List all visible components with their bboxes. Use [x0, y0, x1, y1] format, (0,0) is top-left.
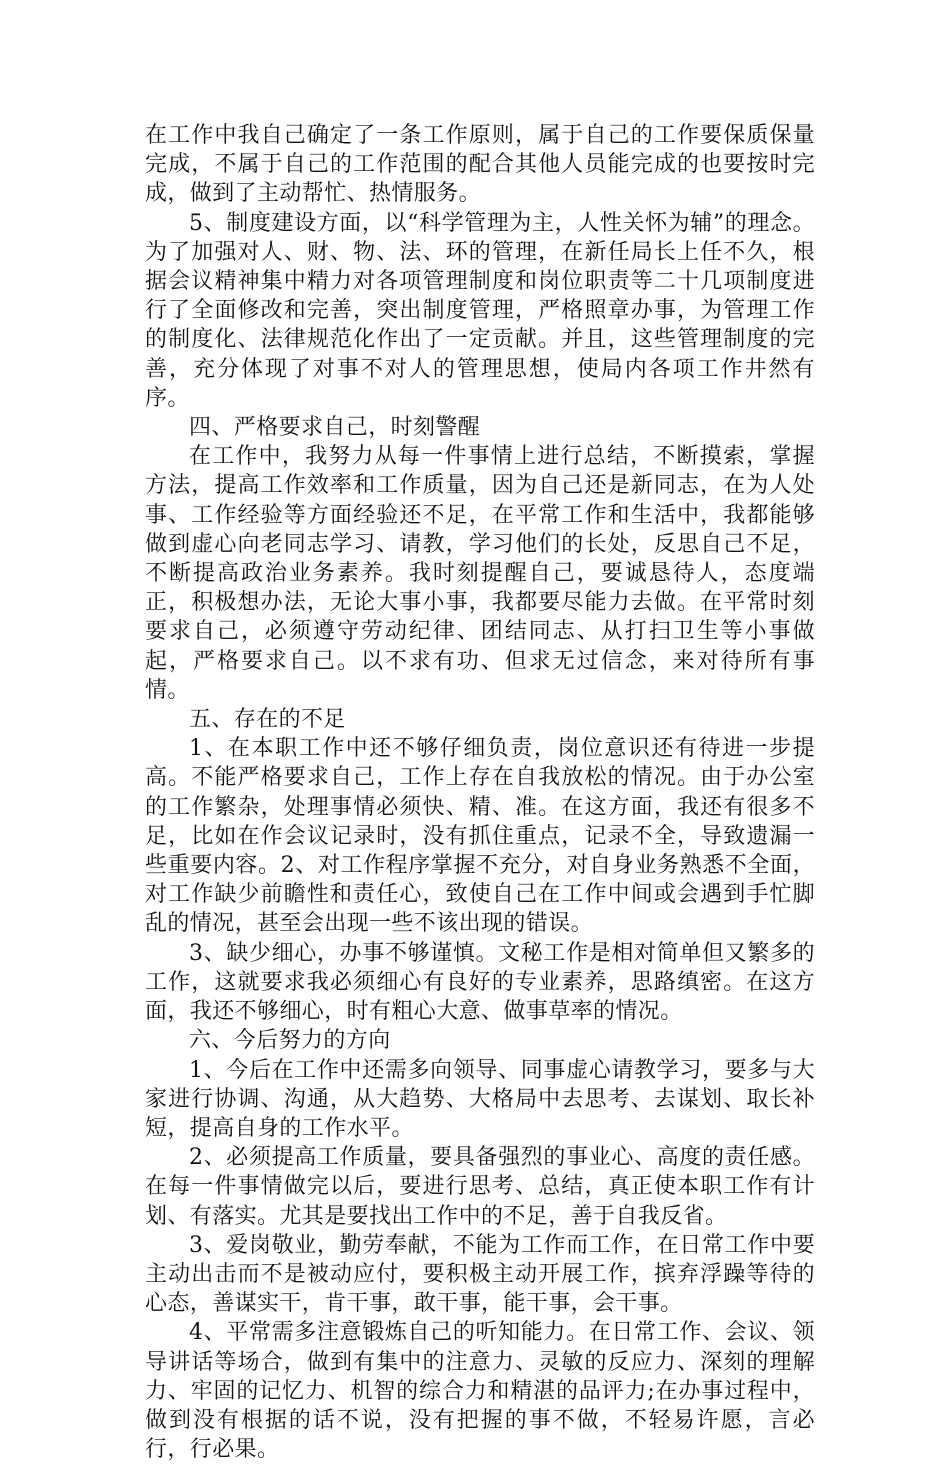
paragraph-direction-2: 2、必须提高工作质量，要具备强烈的事业心、高度的责任感。在每一件事情做完以后，要进行思考、总结，真正使本职工作有计划、有落实。尤其是要找出工作中的不足，善于自我反省。: [145, 1145, 815, 1229]
section-heading-self-discipline: 四、严格要求自己，时刻警醒: [189, 415, 481, 441]
paragraph-system-construction: 5、制度建设方面，以“科学管理为主，人性关怀为辅”的理念。为了加强对人、财、物、法、环的管理，在新任局长上任不久，根据会议精神集中精力对各项管理制度和岗位职责等二十几项制度进行了全面修改和完善，突出制度管理，严格照章办事，为管理工作的制度化、法律规范化作出了一定贡献。并且，这些管理制度的完善，充分体现了对事不对人的管理思想，使局内各项工作井然有序。: [145, 210, 815, 411]
section-heading-shortcomings: 五、存在的不足: [189, 707, 346, 733]
paragraph-self-discipline: 在工作中，我努力从每一件事情上进行总结，不断摸索，掌握方法，提高工作效率和工作质量，因为自己还是新同志，在为人处事、工作经验等方面经验还不足，在平常工作和生活中，我都能够做到虚心向老同志学习、请教，学习他们的长处，反思自己不足，不断提高政治业务素养。我时刻提醒自己，要诚恳待人，态度端正，积极想办法，无论大事小事，我都要尽能力去做。在平常时刻要求自己，必须遵守劳动纪律、团结同志、从打扫卫生等小事做起，严格要求自己。以不求有功、但求无过信念，来对待所有事情。: [145, 444, 815, 703]
paragraph-direction-1: 1、今后在工作中还需多向领导、同事虚心请教学习，要多与大家进行协调、沟通，从大趋势、大格局中去思考、去谋划、取长补短，提高自身的工作水平。: [145, 1057, 815, 1141]
document-page: [145, 121, 815, 1464]
paragraph-shortcoming-1-2: 1、在本职工作中还不够仔细负责，岗位意识还有待进一步提高。不能严格要求自己，工作上存在自我放松的情况。由于办公室的工作繁杂，处理事情必须快、精、准。在这方面，我还有很多不足，比如在作会议记录时，没有抓住重点，记录不全，导致遗漏一些重要内容。2、对工作程序掌握不充分，对自身业务熟悉不全面，对工作缺少前瞻性和责任心，致使自己在工作中间或会遇到手忙脚乱的情况，甚至会出现一些不该出现的错误。: [145, 736, 815, 937]
section-heading-future-direction: 六、今后努力的方向: [189, 1028, 391, 1054]
paragraph-shortcoming-3: 3、缺少细心，办事不够谨慎。文秘工作是相对简单但又繁多的工作，这就要求我必须细心有良好的专业素养，思路缜密。在这方面，我还不够细心，时有粗心大意、做事草率的情况。: [145, 940, 815, 1025]
paragraph-work-principle: 在工作中我自己确定了一条工作原则，属于自己的工作要保质保量完成，不属于自己的工作范围的配合其他人员能完成的也要按时完成，做到了主动帮忙、热情服务。: [145, 123, 815, 207]
paragraph-direction-3: 3、爱岗敬业，勤劳奉献，不能为工作而工作，在日常工作中要主动出击而不是被动应付，要积极主动开展工作，摈弃浮躁等待的心态，善谋实干，肯干事，敢干事，能干事，会干事。: [145, 1232, 815, 1317]
paragraph-direction-4: 4、平常需多注意锻炼自己的听知能力。在日常工作、会议、领导讲话等场合，做到有集中的注意力、灵敏的反应力、深刻的理解力、牢固的记忆力、机智的综合力和精湛的品评力;在办事过程中，做到没有根据的话不说，没有把握的事不做，不轻易许愿，言必行，行必果。: [145, 1320, 815, 1463]
